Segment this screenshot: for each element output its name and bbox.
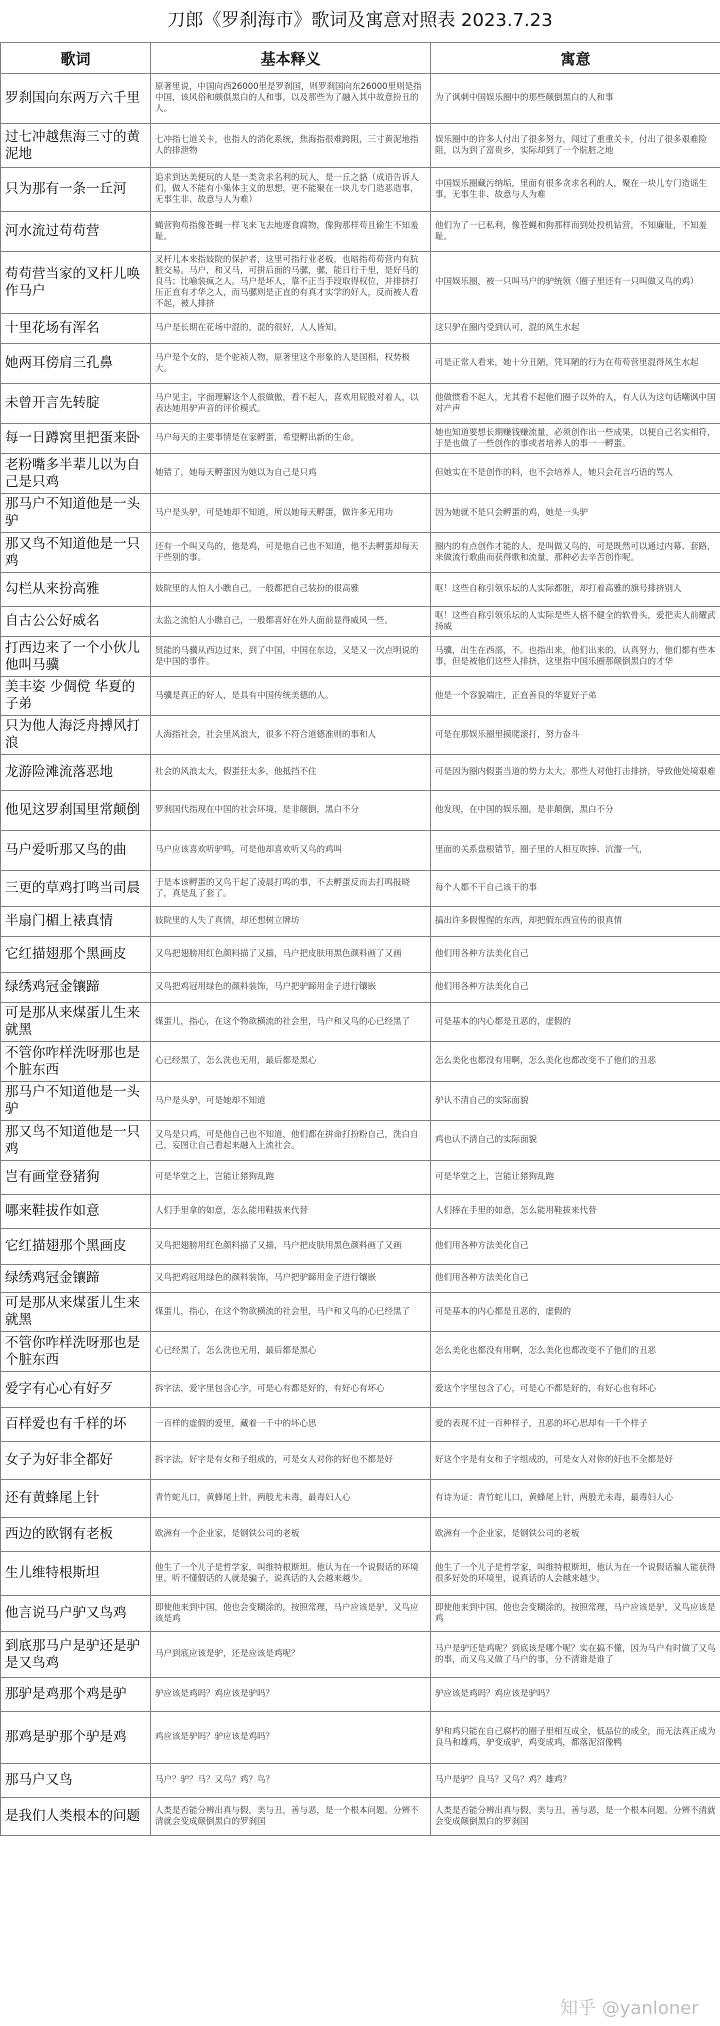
table-row	[1, 1408, 720, 1442]
meaning-cell: 社会的风浪太大，假蛋狂太多，他抵挡不住	[151, 755, 431, 791]
implied-cell: 爱这个字里包含了心，可是心不都是好的，有好心也有坏心	[431, 1372, 720, 1408]
table-row	[1, 1596, 720, 1632]
implied-cell: 中国娱乐圈，被一只叫马户的驴统领（圈子里还有一只叫做又鸟的鸡）	[431, 252, 720, 314]
meaning-cell: 妓院里的人失了真情，却还想树立牌坊	[151, 907, 431, 937]
implied-cell: 因为她就不是只会孵蛋的鸡，她是一头驴	[431, 494, 720, 533]
lyric-cell: 未曾开言先转腚	[1, 384, 151, 424]
table-row	[1, 1678, 720, 1712]
lyric-cell: 西边的欧钢有老板	[1, 1518, 151, 1552]
implied-cell: 可是华堂之上，岂能让猪狗乱跑	[431, 1161, 720, 1195]
lyric-cell: 不管你咋样洗呀那也是个脏东西	[1, 1042, 151, 1082]
implied-cell: 呕！这些自称引领乐坛的人实际都脏，却打着高雅的旗号排挤别人	[431, 573, 720, 607]
implied-cell: 驴认不清自己的实际面貌	[431, 1082, 720, 1121]
implied-cell: 圈内的有点创作才能的人，是叫做又鸟的，可是既然可以通过内幕、套路，来做流行歌曲而获得歌和流量，那种必去辛苦创作呢。	[431, 533, 720, 573]
meaning-cell: 心已经黑了，怎么洗也无用，最后都是黑心	[151, 1042, 431, 1082]
implied-cell: 人们捧在手里的如意，怎么能用鞋拔来代替	[431, 1195, 720, 1229]
meaning-cell: 煤蛋儿，指心，在这个物欲横流的社会里，马户和又鸟的心已经黑了	[151, 1293, 431, 1332]
lyric-cell: 不管你咋样洗呀那也是个脏东西	[1, 1332, 151, 1372]
table-row	[1, 1372, 720, 1408]
meaning-cell: 青竹蛇儿口，黄蜂尾上针，两般尤未毒，最毒妇人心	[151, 1480, 431, 1518]
table-row	[1, 1518, 720, 1552]
implied-cell: 爱的表现不过一百种样子，丑恶的坏心思却有一千个样子	[431, 1408, 720, 1442]
implied-cell: 有诗为证：青竹蛇儿口，黄蜂尾上针，两般尤未毒，最毒妇人心	[431, 1480, 720, 1518]
lyric-cell: 罗刹国向东两万六千里	[1, 74, 151, 124]
lyric-cell: 岂有画堂登猪狗	[1, 1161, 151, 1195]
implied-cell: 可是基本的内心都是丑恶的，虚假的	[431, 1293, 720, 1332]
lyric-cell: 到底那马户是驴还是驴是又鸟鸡	[1, 1632, 151, 1678]
implied-cell: 他们用各种方法美化自己	[431, 1229, 720, 1265]
implied-cell: 马户是驴？良马？又鸟？鸡？雄鸡？	[431, 1764, 720, 1798]
table-row	[1, 252, 720, 314]
lyric-cell: 可是那从来煤蛋儿生来就黑	[1, 1003, 151, 1042]
meaning-cell: 欧洲有一个企业家，是钢铁公司的老板	[151, 1518, 431, 1552]
table-row	[1, 1121, 720, 1161]
meaning-cell: 拆字法，爱字里包含心字，可是心有都是好的，有好心有坏心	[151, 1372, 431, 1408]
meaning-cell: 人海指社会，社会里风浪大，很多不符合道德准则的事和人	[151, 716, 431, 755]
meaning-cell: 七冲指七道关卡，也指人的消化系统，焦海指很难跨阻，三寸黄泥地指人的排泄物	[151, 124, 431, 168]
implied-cell: 他们用各种方法美化自己	[431, 1265, 720, 1293]
lyric-cell: 那马户不知道他是一头驴	[1, 1082, 151, 1121]
lyric-cell: 可是那从来煤蛋儿生来就黑	[1, 1293, 151, 1332]
implied-cell: 他们用各种方法美化自己	[431, 937, 720, 973]
lyric-cell: 打西边来了一个小伙儿他叫马骥	[1, 637, 151, 677]
meaning-cell: 原著里说，中国向西26000里是罗刹国，则罗刹国向东26000里则是指中国，该风俗和颇俱黑白的人和事，以及那些为了融入其中故意扮丑的人。	[151, 74, 431, 124]
table-row	[1, 1552, 720, 1596]
lyric-cell: 那又鸟不知道他是一只鸡	[1, 533, 151, 573]
table-row	[1, 1161, 720, 1195]
meaning-cell: 蝇营狗苟指像苍蝇一样飞来飞去地逐食腐物，像狗那样苟且偷生不知羞耻。	[151, 212, 431, 252]
lyric-cell: 还有黄蜂尾上针	[1, 1480, 151, 1518]
table-row	[1, 1042, 720, 1082]
implied-cell: 人类是否能分辨出真与假，美与丑，善与恶，是一个根本问题。分辨不清就会变成颠倒黑白的罗刹国	[431, 1798, 720, 1836]
lyric-cell: 只为那有一条一丘河	[1, 168, 151, 212]
meaning-cell: 她错了，她每天孵蛋因为她以为自己是只鸡	[151, 454, 431, 494]
table-row	[1, 533, 720, 573]
table-row	[1, 168, 720, 212]
lyric-cell: 那马户不知道他是一头驴	[1, 494, 151, 533]
implied-cell: 可是在那娱乐圈里摸爬滚打，努力奋斗	[431, 716, 720, 755]
table-row	[1, 1764, 720, 1798]
implied-cell: 他们用各种方法美化自己	[431, 973, 720, 1003]
meaning-cell: 人们手里拿的如意，怎么能用鞋拔来代替	[151, 1195, 431, 1229]
table-row	[1, 1712, 720, 1764]
meaning-cell: 贤能的马骥从西边过来，到了中国，中国在东边，又是又一次点明说的是中国的事件。	[151, 637, 431, 677]
table-row	[1, 716, 720, 755]
table-row	[1, 607, 720, 637]
table-row	[1, 1082, 720, 1121]
lyric-cell: 三更的草鸡打鸣当司晨	[1, 871, 151, 907]
implied-cell: 好这个字是有女和子字组成的，可是女人对你的好也不全都是好	[431, 1442, 720, 1480]
implied-cell: 他做惯看不起人，尤其看不起他们圈子以外的人，有人认为这句话嘲讽中国对产声	[431, 384, 720, 424]
meaning-cell: 于是本该孵蛋的又鸟干起了凌晨打鸣的事，不去孵蛋反而去打鸣报晓了，真是乱了套了。	[151, 871, 431, 907]
table-row	[1, 573, 720, 607]
table-row	[1, 937, 720, 973]
implied-cell: 怎么美化也都没有用啊，怎么美化也都改变不了他们的丑恶	[431, 1332, 720, 1372]
lyric-cell: 只为他人海泛舟搏风打浪	[1, 716, 151, 755]
implied-cell: 这只驴在圈内受到认可，混的风生水起	[431, 314, 720, 344]
implied-cell: 他是一个容貌端庄，正直善良的华夏好子弟	[431, 677, 720, 716]
watermark: 知乎 @yanloner	[560, 1998, 699, 2019]
lyric-cell: 他见这罗刹国里常颠倒	[1, 791, 151, 831]
meaning-cell: 马户到底应该是驴，还是应该是鸡呢？	[151, 1632, 431, 1678]
implied-cell: 里面的关系盘根错节，圈子里的人相互吹捧、沆瀣一气，	[431, 831, 720, 871]
meaning-cell: 拆字法，好字是有女和子组成的，可是女人对你的好也不都是好	[151, 1442, 431, 1480]
implied-cell: 每个人都不干自己该干的事	[431, 871, 720, 907]
lyric-cell: 那鸡是驴那个驴是鸡	[1, 1712, 151, 1764]
meaning-cell: 即使他来到中国，他也会变糊涂的，按照常理，马户应该是驴，又鸟应该是鸡	[151, 1596, 431, 1632]
implied-cell: 驴和鸡只能在自己腐朽的圈子里相互成全，低品位的成全，而无法真正成为良马和雄鸡，驴变成驴，鸡变成鸡，都落泥沼像鸭	[431, 1712, 720, 1764]
implied-cell: 怎么美化也都没有用啊，怎么美化也都改变不了他们的丑恶	[431, 1042, 720, 1082]
table-row	[1, 344, 720, 384]
meaning-cell: 煤蛋儿，指心，在这个物欲横流的社会里，马户和又鸟的心已经黑了	[151, 1003, 431, 1042]
lyric-cell: 绿绣鸡冠金镶蹄	[1, 1265, 151, 1293]
lyric-cell: 他言说马户驴又鸟鸡	[1, 1596, 151, 1632]
table-row	[1, 424, 720, 454]
table-header-row	[1, 43, 720, 74]
table-row	[1, 74, 720, 124]
implied-cell: 他发现，在中国的娱乐圈，是非颠倒，黑白不分	[431, 791, 720, 831]
meaning-cell: 又鸟是只鸡，可是他自己也不知道，他们都在拼命打扮粉自己，洗白自己，妄图让自己看起来融入上流社会。	[151, 1121, 431, 1161]
meaning-cell: 马户见主，字面理解这个人很做傲，看不起人，喜欢用屁股对着人，以表达她用驴声音的评价模式。	[151, 384, 431, 424]
meaning-cell: 追求到达美便玩的人是一类贪求名利的玩人，是一丘之貉（成语告诉人们，做人不能有小集体主义的思想，更不能聚在一块儿专门造恶造事，无事生非、故意与人为难）	[151, 168, 431, 212]
lyric-cell: 那马户又鸟	[1, 1764, 151, 1798]
lyric-cell: 勾栏从来扮高雅	[1, 573, 151, 607]
lyric-cell: 生儿维特根斯坦	[1, 1552, 151, 1596]
meaning-cell: 马户？驴？马？又鸟？鸡？鸟？	[151, 1764, 431, 1798]
meaning-cell: 罗刹国代指现在中国的社会环境，是非颠倒，黑白不分	[151, 791, 431, 831]
table-row	[1, 384, 720, 424]
lyric-cell: 那驴是鸡那个鸡是驴	[1, 1678, 151, 1712]
table-row	[1, 755, 720, 791]
table-row	[1, 1003, 720, 1042]
lyric-cell: 十里花场有浑名	[1, 314, 151, 344]
table-row	[1, 1632, 720, 1678]
header-lyric: 歌词	[1, 43, 151, 74]
lyric-cell: 马户爱听那又鸟的曲	[1, 831, 151, 871]
implied-cell: 中国娱乐圈藏污纳垢，里面有很多贪求名利的人，聚在一块儿专门造谣生事，无事生非、故意与人为难	[431, 168, 720, 212]
lyric-cell: 河水流过苟苟营	[1, 212, 151, 252]
implied-cell: 欧洲有一个企业家，是钢铁公司的老板	[431, 1518, 720, 1552]
implied-cell: 即使他来到中国，他也会变糊涂的，按照常理，马户应该是驴，又鸟应该是鸡	[431, 1596, 720, 1632]
implied-cell: 可是基本的内心都是丑恶的，虚假的	[431, 1003, 720, 1042]
implied-cell: 驴应该是鸡吗？鸡应该是驴吗？	[431, 1678, 720, 1712]
implied-cell: 但她实在不是创作的料，也不会培养人，她只会花言巧语的骂人	[431, 454, 720, 494]
implied-cell: 可是正常人看来，她十分丑陋，凭耳陋的行为在苟苟营里混得风生水起	[431, 344, 720, 384]
meaning-cell: 可是华堂之上，岂能让猪狗乱跑	[151, 1161, 431, 1195]
table-row	[1, 1798, 720, 1836]
lyric-cell: 百样爱也有千样的坏	[1, 1408, 151, 1442]
table-row	[1, 791, 720, 831]
meaning-cell: 又鸟把翅膀用红色颜料描了又描，马户把皮肤用黑色颜料画了又画	[151, 937, 431, 973]
implied-cell: 他生了一个儿子是哲学家，叫维特根斯坦，他认为在一个说假话骗人能获得很多好处的环境里，说真话的人会越来越少。	[431, 1552, 720, 1596]
meaning-cell: 叉杆儿本来指妓院的保护者，这里可指行业老板，也暗指苟苟营内有肮脏交易。马户，和又马，可拼后面的马骡，骡，能日行千里，是好马的良马；比喻装疯之人。马户是坏人，靠不正当手段取得权位，并排挤打压正直有才华之人，而马骡则是正直的有真才实学的好人，反而被人看不起，被人排挤	[151, 252, 431, 314]
meaning-cell: 马骥是真正的好人，是具有中国传统美德的人。	[151, 677, 431, 716]
lyric-cell: 那又鸟不知道他是一只鸡	[1, 1121, 151, 1161]
lyric-cell: 苟苟营当家的叉杆儿唤作马户	[1, 252, 151, 314]
meaning-cell: 又鸟把鸡冠用绿色的颜料装饰，马户把驴蹄用金子进行镶嵌	[151, 1265, 431, 1293]
table-row	[1, 1480, 720, 1518]
meaning-cell: 马户每天的主要事情是在家孵蛋，希望孵出新的生命。	[151, 424, 431, 454]
implied-cell: 娱乐圈中的许多人付出了很多努力，闯过了重重关卡，付出了很多艰难险阻，以为到了富贵乡，实际却到了一个肮脏之地	[431, 124, 720, 168]
meaning-cell: 还有一个叫又鸟的，他是鸡，可是他自己也不知道，他不去孵蛋却每天干些别的事。	[151, 533, 431, 573]
implied-cell: 呕！这些自称引领乐坛的人实际是些人格不健全的软骨头，爱把卖人前耀武扬威	[431, 607, 720, 637]
header-meaning: 基本释义	[151, 43, 431, 74]
lyric-cell: 是我们人类根本的问题	[1, 1798, 151, 1836]
lyric-cell: 半扇门楣上裱真情	[1, 907, 151, 937]
implied-cell: 为了讽刺中国娱乐圈中的那些颠倒黑白的人和事	[431, 74, 720, 124]
lyrics-table	[0, 42, 720, 1836]
table-row	[1, 907, 720, 937]
meaning-cell: 又鸟把翅膀用红色颜料描了又描，马户把皮肤用黑色颜料画了又画	[151, 1229, 431, 1265]
implied-cell: 她也知道要想长期赚钱赚流量，必须创作出一些成果，以便自己名实相符，于是也做了一些创作的事或者培养人的事一一孵蛋。	[431, 424, 720, 454]
implied-cell: 鸡也认不清自己的实际面貌	[431, 1121, 720, 1161]
meaning-cell: 一百样的虚假的爱里，藏着一千中的坏心思	[151, 1408, 431, 1442]
meaning-cell: 太监之流怕人小瞧自己，一般都喜好在外人面前显得威风一些。	[151, 607, 431, 637]
meaning-cell: 妓院里的人怕人小瞧自己，一般都把自己装扮的很高雅	[151, 573, 431, 607]
lyric-cell: 爱字有心心有好歹	[1, 1372, 151, 1408]
lyric-cell: 它红描翅那个黑画皮	[1, 1229, 151, 1265]
lyric-cell: 她两耳傍肩三孔鼻	[1, 344, 151, 384]
implied-cell: 搞出许多假惺惺的东西，却把假东西宣传的很真情	[431, 907, 720, 937]
meaning-cell: 驴应该是鸡吗？鸡应该是驴吗？	[151, 1678, 431, 1712]
meaning-cell: 马户是头驴，可是她却不知道，所以她每天孵蛋，做许多无用功	[151, 494, 431, 533]
table-row	[1, 831, 720, 871]
header-implied: 寓意	[431, 43, 720, 74]
page-title: 刀郎《罗刹海市》歌词及寓意对照表 2023.7.23	[167, 10, 553, 31]
implied-cell: 他们为了一已私利，像苍蝇和狗那样而到处投机钻营，不知廉耻，不知羞耻。	[431, 212, 720, 252]
lyric-cell: 绿绣鸡冠金镶蹄	[1, 973, 151, 1003]
meaning-cell: 马户应该喜欢听驴鸣，可是他却喜欢听又鸟的鸡叫	[151, 831, 431, 871]
meaning-cell: 马户是个女的，是个驼祯人物，原著里这个形象的人是国相，权势极大。	[151, 344, 431, 384]
meaning-cell: 心已经黑了，怎么洗也无用，最后都是黑心	[151, 1332, 431, 1372]
lyric-cell: 龙游险滩流落恶地	[1, 755, 151, 791]
lyric-cell: 美丰姿 少倜傥 华夏的子弟	[1, 677, 151, 716]
table-row	[1, 677, 720, 716]
table-row	[1, 637, 720, 677]
implied-cell: 马户是驴还是鸡呢？到底该是哪个呢？实在搞不懂，因为马户有时做了又鸟的事，而又鸟又做了马户的事，分不清谁是谁了	[431, 1632, 720, 1678]
meaning-cell: 马户是头驴，可是她却不知道	[151, 1082, 431, 1121]
lyric-cell: 女子为好非全都好	[1, 1442, 151, 1480]
meaning-cell: 鸡应该是驴吗？驴应该是鸡吗？	[151, 1712, 431, 1764]
table-row	[1, 314, 720, 344]
implied-cell: 可是因为圈内假蛋当道的势力太大，那些人对他打击排挤，导致他处境艰难	[431, 755, 720, 791]
table-row	[1, 973, 720, 1003]
lyric-cell: 自古公公好威名	[1, 607, 151, 637]
lyric-cell: 每一日蹲窝里把蛋来卧	[1, 424, 151, 454]
lyric-cell: 老粉嘴多半辈儿以为自己是只鸡	[1, 454, 151, 494]
lyric-cell: 过七冲越焦海三寸的黄泥地	[1, 124, 151, 168]
lyric-cell: 它红描翅那个黑画皮	[1, 937, 151, 973]
table-row	[1, 1332, 720, 1372]
table-row	[1, 1265, 720, 1293]
table-row	[1, 454, 720, 494]
table-row	[1, 1229, 720, 1265]
meaning-cell: 马户是长期在花场中混的，混的很好，人人皆知。	[151, 314, 431, 344]
table-row	[1, 494, 720, 533]
table-row	[1, 212, 720, 252]
table-row	[1, 871, 720, 907]
lyric-cell: 哪来鞋拔作如意	[1, 1195, 151, 1229]
table-row	[1, 1442, 720, 1480]
meaning-cell: 他生了一个儿子是哲学家，叫维特根斯坦。他认为在一个说假话的环境里，听不懂假话的人就是骗子，说真话的人会越来越少。	[151, 1552, 431, 1596]
implied-cell: 马骥，出生在西部，不。也指出来，他们出来的，认真努力，他们都有些本事，但是被他们这些人排挤，这里指中国乐圈那颠倒黑白的才华	[431, 637, 720, 677]
meaning-cell: 又鸟把鸡冠用绿色的颜料装饰，马户把驴蹄用金子进行镶嵌	[151, 973, 431, 1003]
table-row	[1, 1293, 720, 1332]
table-row	[1, 124, 720, 168]
meaning-cell: 人类是否能分辨出真与假，美与丑，善与恶，是一个根本问题。分辨不清就会变成颠倒黑白的罗刹国	[151, 1798, 431, 1836]
table-row	[1, 1195, 720, 1229]
